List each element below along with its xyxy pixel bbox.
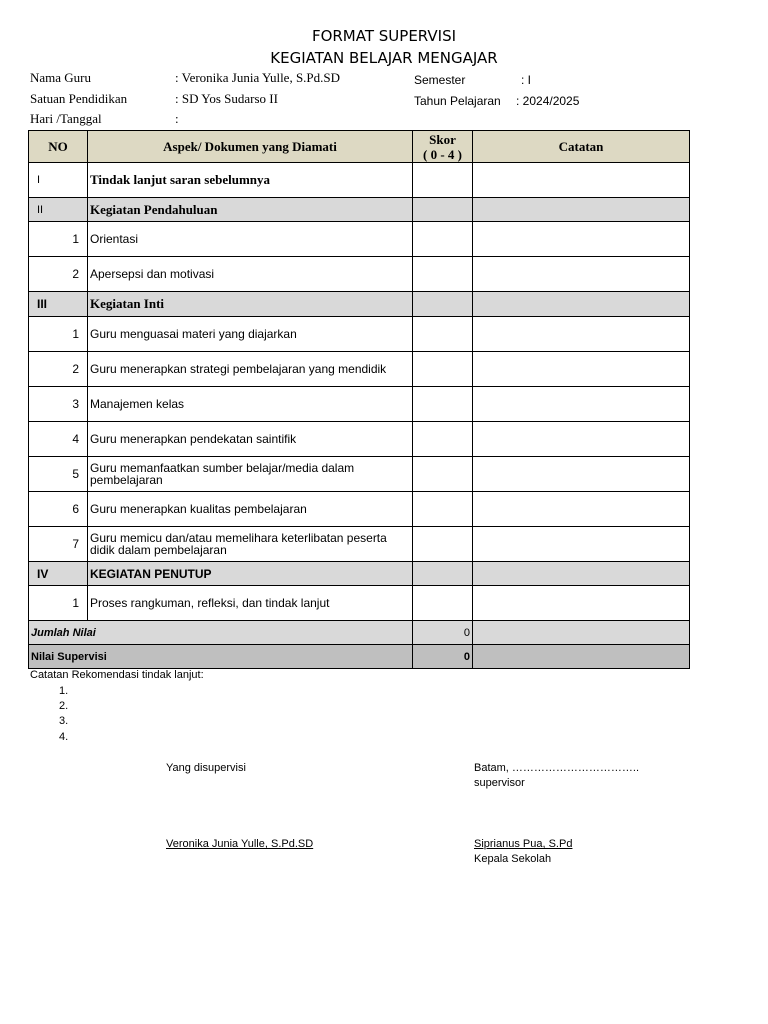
skor-cell[interactable] [413,492,473,527]
row-aspek: Tindak lanjut saran sebelumnya [88,163,413,198]
row-aspek: Guru menerapkan strategi pembelajaran yang mendidik [88,352,413,387]
skor-cell[interactable] [413,457,473,492]
catatan-cell[interactable] [473,257,690,292]
section-label: KEGIATAN PENUTUP [88,562,413,586]
header-skor [413,131,473,163]
tahun-pelajaran-label: Tahun Pelajaran [414,94,501,108]
catatan-cell[interactable] [473,492,690,527]
table-row [29,586,690,621]
skor-cell[interactable] [413,222,473,257]
supervisor-name: Siprianus Pua, S.Pd [474,838,573,850]
nilai-supervisi-label: Nilai Supervisi [29,645,413,669]
document-title: FORMAT SUPERVISI [311,27,457,45]
table-row [29,422,690,457]
row-aspek: Guru menerapkan pendekatan saintifik [88,422,413,457]
section-row [29,562,690,586]
header-skor-label: Skor [429,131,456,147]
catatan-cell [473,292,690,317]
row-no: 2 [29,257,88,292]
section-label: Kegiatan Pendahuluan [88,198,413,222]
table-row [29,492,690,527]
skor-cell[interactable] [413,352,473,387]
catatan-cell [473,562,690,586]
hari-tanggal-label: Hari /Tanggal [30,111,102,126]
supervisor-role: supervisor [474,777,525,789]
section-no: III [29,292,88,317]
catatan-cell[interactable] [473,586,690,621]
row-no: 6 [29,492,88,527]
jumlah-nilai-row [29,621,690,645]
catatan-cell[interactable] [473,422,690,457]
supervised-role: Yang disupervisi [166,762,246,774]
catatan-cell[interactable] [473,527,690,562]
table-row [29,352,690,387]
table-row [29,527,690,562]
nama-guru-label: Nama Guru [30,70,92,85]
skor-cell[interactable] [413,527,473,562]
header-catatan: Catatan [473,131,690,163]
catatan-cell[interactable] [473,163,690,198]
hari-tanggal-value: : [175,111,179,126]
table-row [29,457,690,492]
row-no: 5 [29,457,88,492]
row-aspek: Orientasi [88,222,413,257]
notes-item: 4. [59,731,69,743]
skor-cell[interactable] [413,317,473,352]
row-no: 1 [29,222,88,257]
table-row [29,222,690,257]
section-no: IV [29,562,88,586]
satuan-pendidikan-value: : SD Yos Sudarso II [175,91,278,106]
header-aspek: Aspek/ Dokumen yang Diamati [88,131,413,163]
row-no: 7 [29,527,88,562]
row-no: 4 [29,422,88,457]
skor-cell[interactable] [413,586,473,621]
jumlah-nilai-label: Jumlah Nilai [29,621,413,645]
skor-cell [413,198,473,222]
row-aspek: Guru menguasai materi yang diajarkan [88,317,413,352]
supervision-table [28,130,690,669]
notes-label: Catatan Rekomendasi tindak lanjut: [30,669,204,681]
table-row [29,257,690,292]
table-header-row [29,131,690,163]
tahun-pelajaran-value: : 2024/2025 [516,94,580,108]
row-no: I [29,163,88,198]
row-no: 1 [29,317,88,352]
row-no: 1 [29,586,88,621]
section-row [29,198,690,222]
skor-cell[interactable] [413,163,473,198]
catatan-cell [473,645,690,669]
row-aspek: Apersepsi dan motivasi [88,257,413,292]
catatan-cell [473,198,690,222]
skor-cell[interactable] [413,422,473,457]
catatan-cell[interactable] [473,317,690,352]
catatan-cell[interactable] [473,387,690,422]
skor-cell [413,562,473,586]
row-aspek: Guru menerapkan kualitas pembelajaran [88,492,413,527]
section-row [29,292,690,317]
skor-cell[interactable] [413,257,473,292]
row-aspek: Manajemen kelas [88,387,413,422]
catatan-cell[interactable] [473,352,690,387]
document-subtitle: KEGIATAN BELAJAR MENGAJAR [270,49,498,67]
jumlah-nilai-value: 0 [413,621,473,645]
row-aspek: Guru memicu dan/atau memelihara keterlibatan peserta didik dalam pembelajaran [88,527,413,562]
row-no: 3 [29,387,88,422]
nama-guru-value: : Veronika Junia Yulle, S.Pd.SD [175,70,341,85]
notes-item: 3. [59,715,69,727]
semester-value: : I [521,73,532,87]
skor-cell [413,292,473,317]
signature-place-date: Batam, …………………………….. [474,762,640,774]
skor-cell[interactable] [413,387,473,422]
row-no: 2 [29,352,88,387]
catatan-cell[interactable] [473,222,690,257]
section-no: II [29,198,88,222]
row-aspek: Guru memanfaatkan sumber belajar/media dalam pembelajaran [88,457,413,492]
header-skor-range: ( 0 - 4 ) [423,146,462,162]
supervised-name: Veronika Junia Yulle, S.Pd.SD [166,838,314,850]
header-no: NO [29,131,88,163]
satuan-pendidikan-label: Satuan Pendidikan [30,91,128,106]
table-row [29,163,690,198]
nilai-supervisi-value: 0 [413,645,473,669]
notes-item: 2. [59,700,69,712]
table-row [29,317,690,352]
table-row [29,387,690,422]
catatan-cell [473,621,690,645]
supervisor-title: Kepala Sekolah [474,853,552,865]
nilai-supervisi-row [29,645,690,669]
notes-item: 1. [59,685,69,697]
section-label: Kegiatan Inti [88,292,413,317]
catatan-cell[interactable] [473,457,690,492]
row-aspek: Proses rangkuman, refleksi, dan tindak lanjut [88,586,413,621]
semester-label: Semester [414,73,466,87]
